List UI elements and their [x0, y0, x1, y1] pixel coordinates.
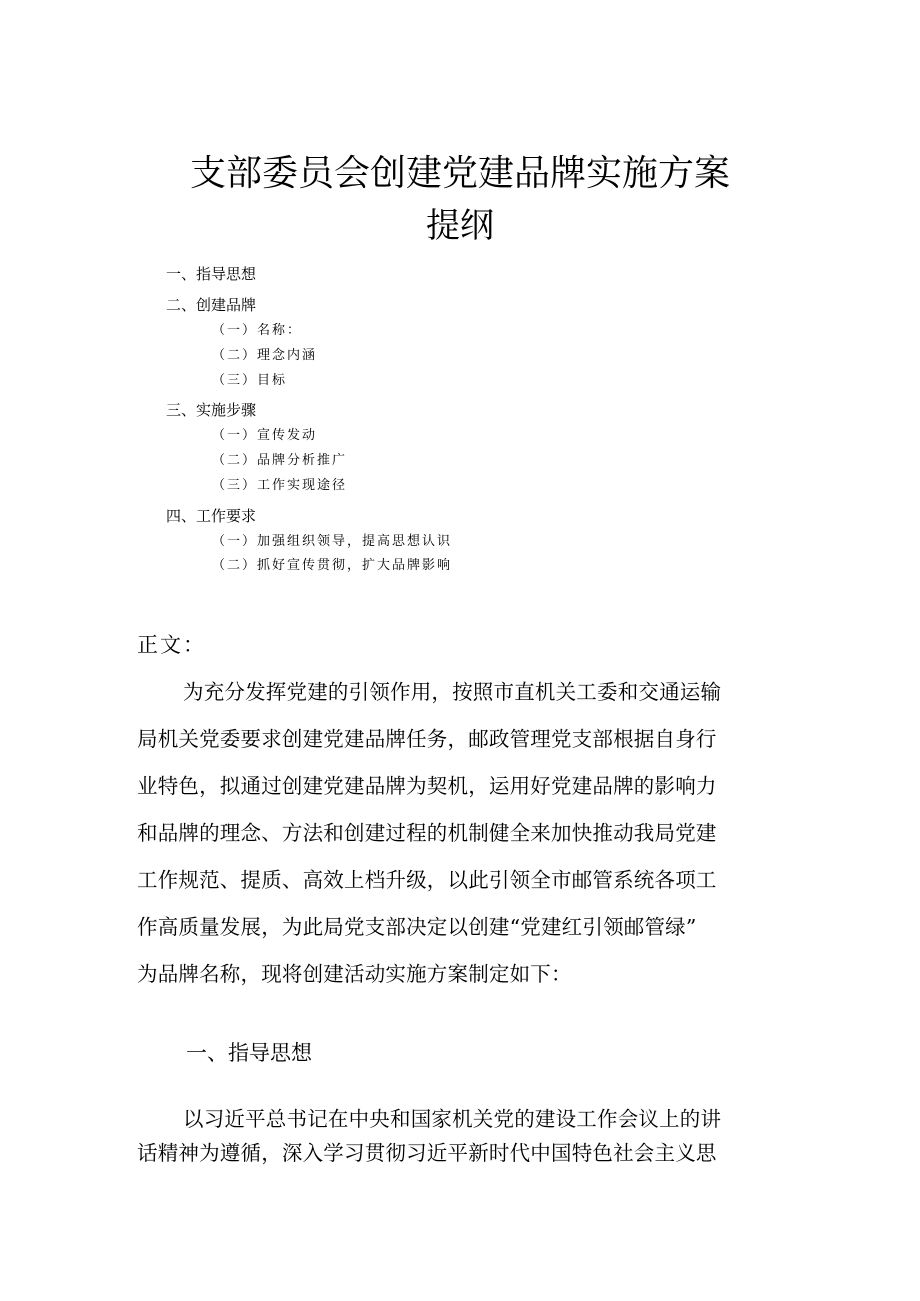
paragraph-line: 业特色，拟通过创建党建品牌为契机，运用好党建品牌的影响力: [137, 774, 717, 798]
outline-item: （二）抓好宣传贯彻，扩大品牌影响: [212, 558, 453, 573]
outline-heading-3: 三、实施步骤: [166, 401, 257, 419]
outline-item: （一）加强组织领导，提高思想认识: [212, 534, 453, 549]
outline-heading-4: 四、工作要求: [166, 507, 257, 525]
paragraph-line: 工作规范、提质、高效上档升级，以此引领全市邮管系统各项工: [137, 868, 717, 892]
body-label: 正文：: [137, 633, 206, 657]
outline-item: （三）目标: [212, 373, 288, 388]
paragraph-line: 为充分发挥党建的引领作用，按照市直机关工委和交通运输: [183, 680, 722, 704]
document-subtitle: 提纲: [426, 206, 494, 246]
paragraph-line: 局机关党委要求创建党建品牌任务，邮政管理党支部根据自身行: [137, 727, 717, 751]
section-heading: 一、指导思想: [186, 1041, 312, 1065]
outline-item: （一）宣传发动: [212, 428, 318, 443]
outline-heading-1: 一、指导思想: [166, 265, 257, 283]
paragraph-line: 以习近平总书记在中央和国家机关党的建设工作会议上的讲: [183, 1107, 722, 1131]
outline-item: （二）理念内涵: [212, 348, 318, 363]
document-title: 支部委员会创建党建品牌实施方案: [189, 153, 730, 194]
paragraph-line: 作高质量发展，为此局党支部决定以创建“党建红引领邮管绿”: [137, 915, 697, 939]
outline-item: （二）品牌分析推广: [212, 453, 348, 468]
paragraph-line: 为品牌名称，现将创建活动实施方案制定如下：: [137, 962, 572, 986]
outline-item: （三）工作实现途径: [212, 478, 348, 493]
paragraph-line: 和品牌的理念、方法和创建过程的机制健全来加快推动我局党建: [137, 821, 717, 845]
outline-item: （一）名称：: [212, 323, 303, 338]
paragraph-line: 话精神为遵循，深入学习贯彻习近平新时代中国特色社会主义思: [137, 1141, 717, 1165]
outline-heading-2: 二、创建品牌: [166, 296, 257, 314]
